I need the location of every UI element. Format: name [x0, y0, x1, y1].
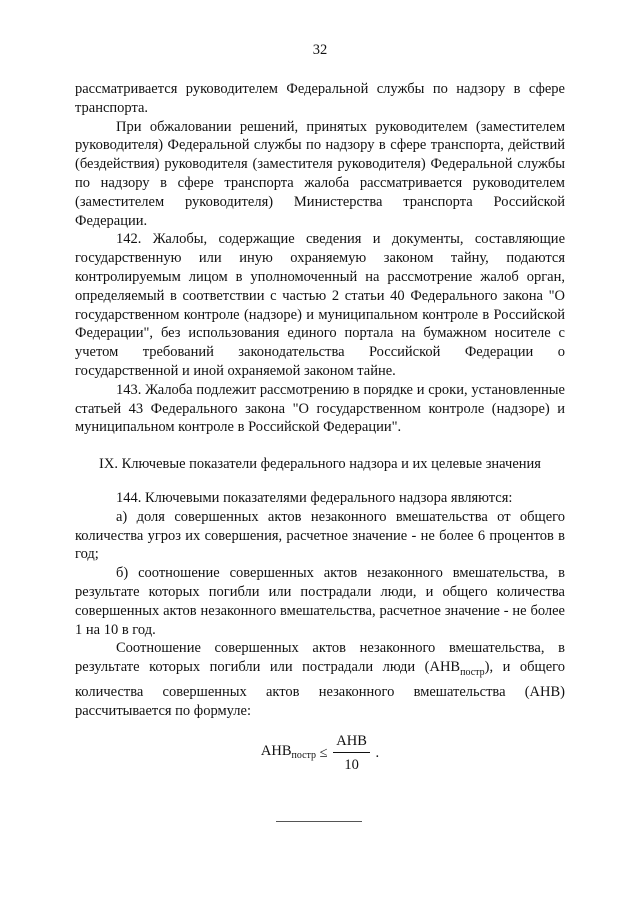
paragraph-continuation: рассматривается руководителем Федеральной службы по надзору в сфере транспорта.	[75, 81, 565, 116]
ratio-text-start: Соотношение совершенных актов незаконного вмешательства, в результате которых погибли или пострадали люди (	[75, 640, 565, 676]
formula-fraction	[333, 732, 370, 774]
ratio-text-end: ), и общего количества совершенных актов незаконного вмешательства (АНВ) рассчитывается по формуле:	[75, 659, 565, 719]
paragraph-143: 143. Жалоба подлежит рассмотрению в порядке и сроки, установленные статьей 43 Федерального закона "О государственном контроле (надзоре) и муниципальном контроле в Российской Федерации".	[75, 381, 565, 436]
ratio-symbol: АНВ	[429, 659, 461, 676]
formula-end: .	[375, 745, 380, 762]
ratio-symbol-subscript: постр	[460, 667, 485, 678]
paragraph-142: 142. Жалобы, содержащие сведения и документы, составляющие государственную или иную охраняемую законом тайну, подаются контролируемым лицом в уполномоченный на рассмотрение жалоб орган, определяемый в соответствии с частью 2 статьи 40 Федерального закона "О государственном контроле (надзоре) и муниципальном контроле в Российской Федерации", без использования единого портала на бумажном носителе с учетом требований законодательства Российской Федерации о государственной и иной охраняемой законом тайне.	[75, 231, 565, 379]
formula-lhs	[261, 742, 316, 765]
formula-lhs-symbol: АНВ	[260, 742, 292, 759]
paragraph-144: 144. Ключевыми показателями федерального надзора являются:	[116, 489, 513, 506]
page-number: 32	[312, 42, 328, 58]
list-item-a: а) доля совершенных актов незаконного вмешательства от общего количества угроз их совершения, расчетное значение - не более 6 процентов в год;	[75, 508, 565, 563]
list-item-b: б) соотношение совершенных актов незаконного вмешательства, в результате которых погибли или пострадали люди, и общего количества совершенных актов незаконного вмешательства, расчетное значение - не более 1 на 10 в год.	[75, 565, 565, 638]
footer-divider	[276, 821, 362, 822]
formula	[75, 732, 565, 774]
formula-numerator: АНВ	[333, 732, 370, 753]
formula-relation: ≤	[319, 745, 328, 762]
formula-lhs-subscript: постр	[291, 749, 317, 761]
paragraph-ratio	[75, 639, 565, 720]
document-body	[75, 80, 565, 774]
paragraph-appeal: При обжаловании решений, принятых руководителем (заместителем руководителя) Федеральной службы по надзору в сфере транспорта, действий (бездействия) руководителя (заместителя руководителя) Федеральной службы по надзору в сфере транспорта жалоба рассматривается руководителем (заместителем руководителя) Министерства транспорта Российской Федерации.	[75, 118, 565, 229]
formula-denominator: 10	[344, 757, 359, 774]
section-heading: IX. Ключевые показатели федерального надзора и их целевые значения	[99, 456, 541, 473]
